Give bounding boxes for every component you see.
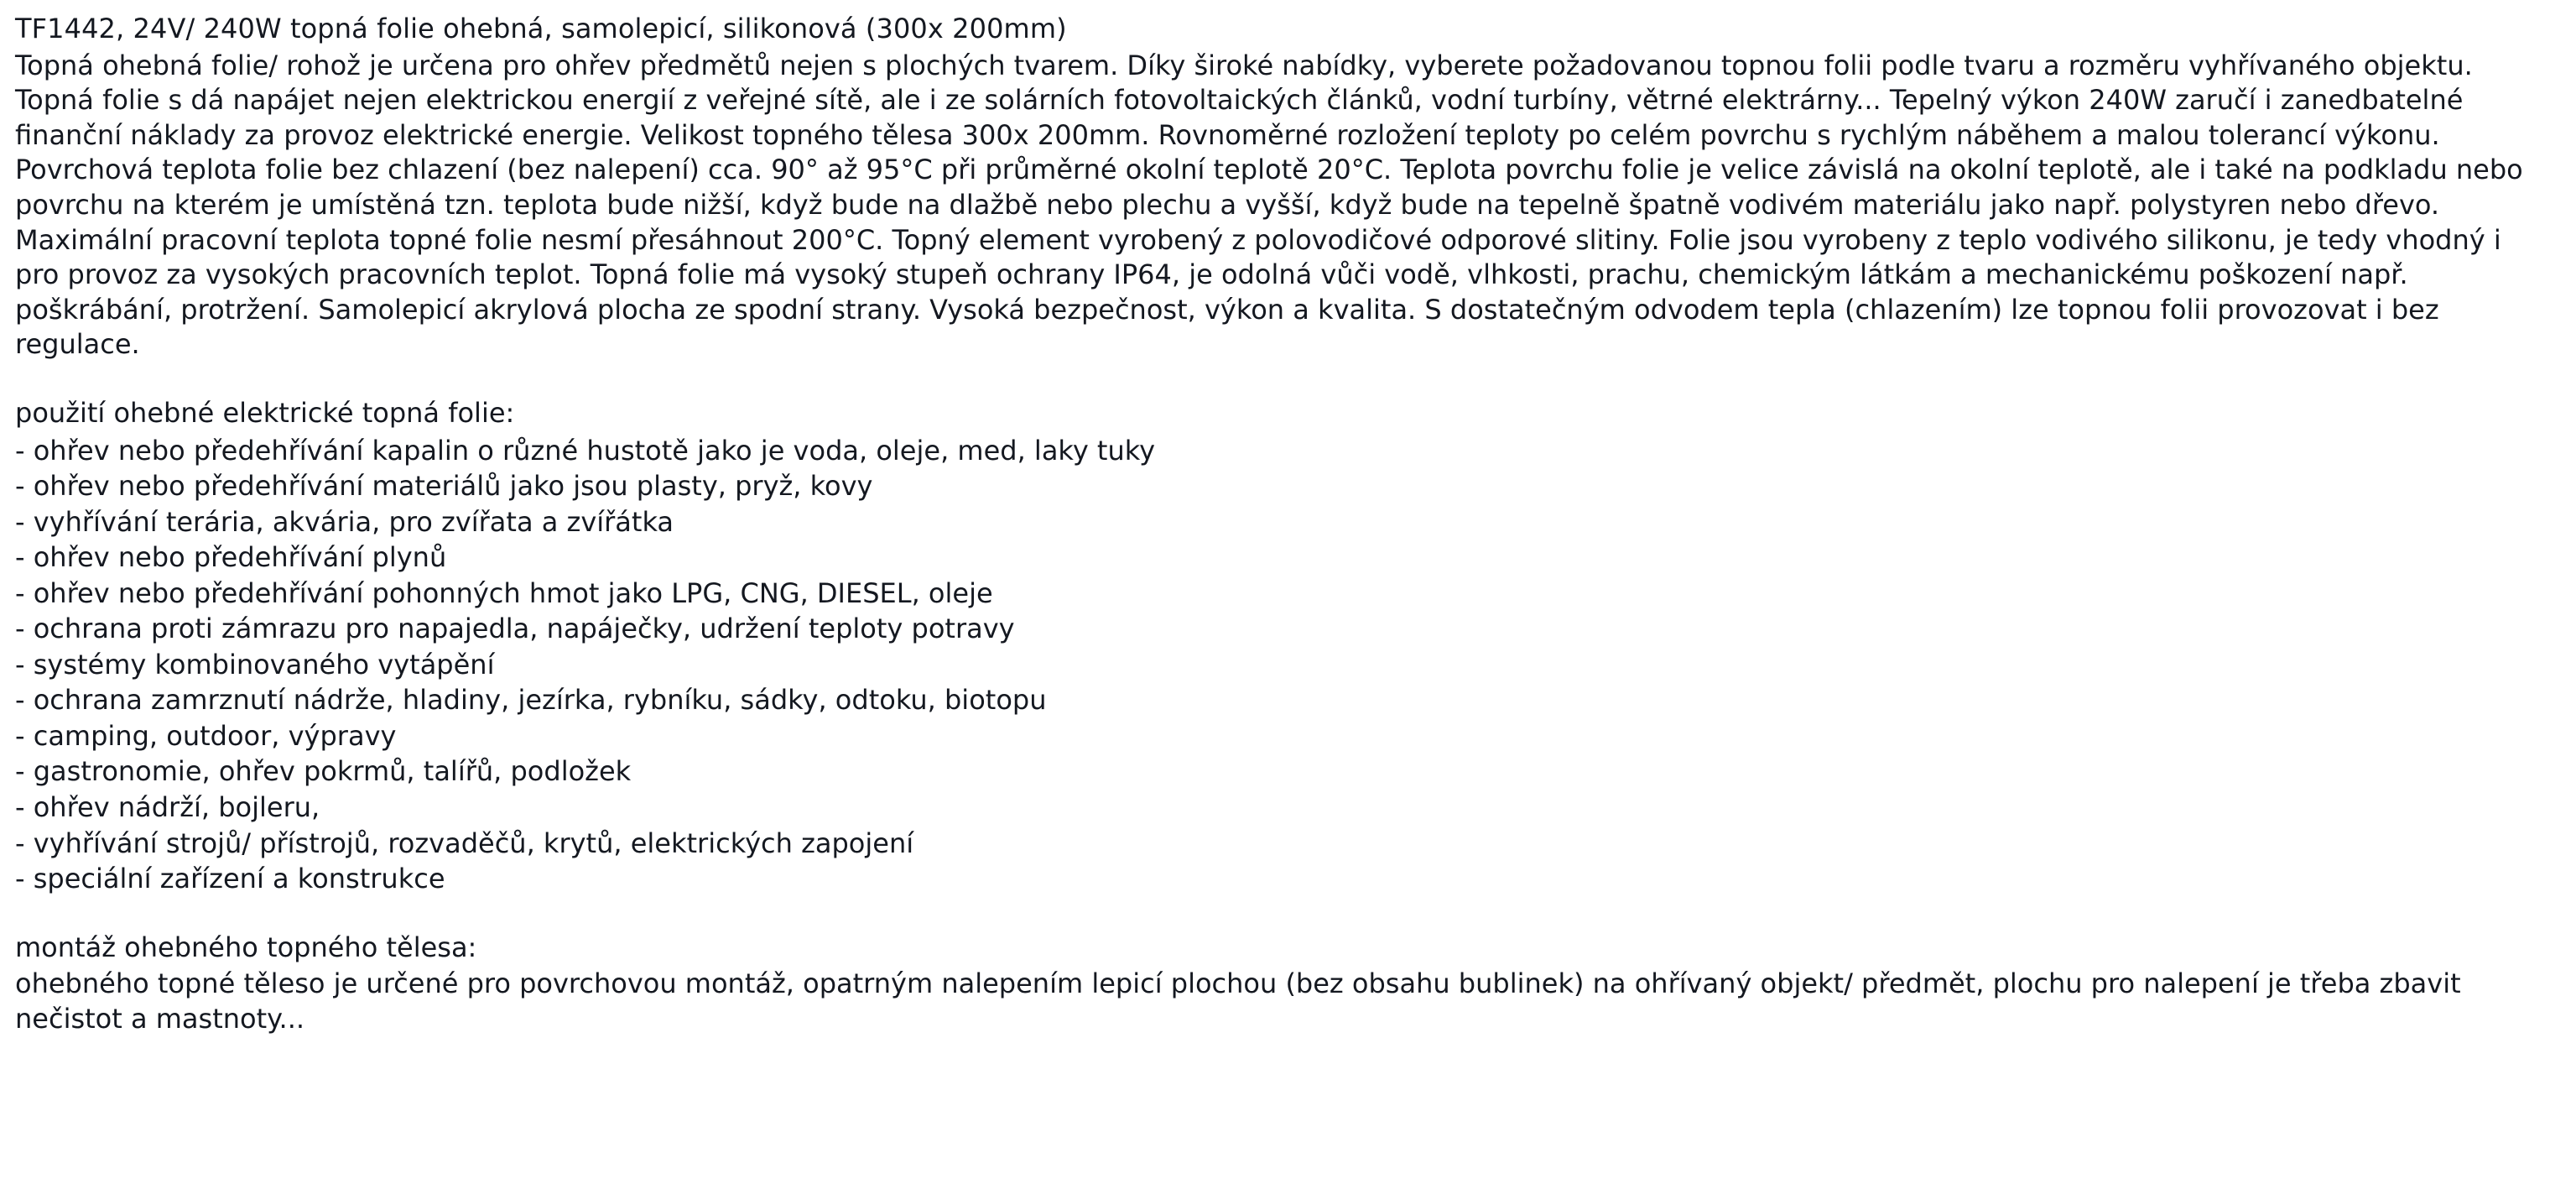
list-item: - speciální zařízení a konstrukce — [15, 863, 445, 895]
list-item: - ochrana zamrznutí nádrže, hladiny, jezírka, rybníku, sádky, odtoku, biotopu — [15, 684, 1047, 717]
list-item: - ohřev nádrží, bojleru, — [15, 791, 320, 823]
list-item: - ohřev nebo předehřívání materiálů jako jsou plasty, pryž, kovy — [15, 470, 873, 503]
usage-list — [15, 433, 2551, 897]
list-item: - vyhřívání terária, akvária, pro zvířata a zvířátka — [15, 505, 674, 538]
list-item: - systémy kombinovaného vytápění — [15, 648, 495, 681]
paragraph-spacer-1 — [15, 362, 2551, 396]
mounting-section-heading: montáž ohebného topného tělesa: — [15, 931, 477, 963]
list-item: - vyhřívání strojů/ přístrojů, rozvaděčů, krytů, elektrických zapojení — [15, 827, 914, 859]
paragraph-spacer-2 — [15, 897, 2551, 931]
list-item: - gastronomie, ohřev pokrmů, talířů, podložek — [15, 755, 632, 788]
page-title: TF1442, 24V/ 240W topná folie ohebná, samolepicí, silikonová (300x 200mm) — [15, 13, 1067, 44]
mounting-paragraph: ohebného topné těleso je určené pro povrchovou montáž, opatrným nalepením lepicí plochou (bez obsahu bublinek) na ohřívaný objekt/ předmět, plochu pro nalepení je třeba zbavit nečistot a mastnoty... — [15, 967, 2461, 1035]
list-item: - ohřev nebo předehřívání plynů — [15, 541, 447, 574]
list-item: - ochrana proti zámrazu pro napajedla, napáječky, udržení teploty potravy — [15, 613, 1015, 645]
intro-paragraph: Topná ohebná folie/ rohož je určena pro ohřev předmětů nejen s plochých tvarem. Díky široké nabídky, vyberete požadovanou topnou folii podle tvaru a rozměru vyhřívaného objektu. Topná folie s dá napájet nejen elektrickou energií z veřejné sítě, ale i ze solárních fotovoltaických článků, vodní turbíny, větrné elektrárny... Tepelný výkon 240W zaručí i zanedbatelné finanční náklady za provoz elektrické energie. Velikost topného tělesa 300x 200mm. Rovnoměrné rozložení teploty po celém povrchu s rychlým náběhem a malou tolerancí výkonu. Povrchová teplota folie bez chlazení (bez nalepení) cca. 90° až 95°C při průměrné okolní teplotě 20°C. Teplota povrchu folie je velice závislá na okolní teplotě, ale i také na podkladu nebo povrchu na kterém je umístěná tzn. teplota bude nižší, když bude na dlažbě nebo plechu a vyšší, když bude na tepelně špatně vodivém materiálu jako např. polystyren nebo dřevo. Maximální pracovní teplota topné folie nesmí přesáhnout 200°C. Topný element vyrobený z polovodičové odporové slitiny. Folie jsou vyrobeny z teplo vodivého silikonu, je tedy vhodný i pro provoz za vysokých pracovních teplot. Topná folie má vysoký stupeň ochrany IP64, je odolná vůči vodě, vlhkosti, prachu, chemickým látkám a mechanickému poškození např. poškrábání, protržení. Samolepicí akrylová plocha ze spodní strany. Vysoká bezpečnost, výkon a kvalita. S dostatečným odvodem tepla (chlazením) lze topnou folii provozovat i bez regulace. — [15, 49, 2523, 361]
list-item: - ohřev nebo předehřívání kapalin o různé hustotě jako je voda, oleje, med, laky tuky — [15, 434, 1156, 467]
usage-section-heading: použití ohebné elektrické topná folie: — [15, 396, 515, 429]
list-item: - ohřev nebo předehřívání pohonných hmot jako LPG, CNG, DIESEL, oleje — [15, 576, 993, 609]
list-item: - camping, outdoor, výpravy — [15, 719, 397, 752]
